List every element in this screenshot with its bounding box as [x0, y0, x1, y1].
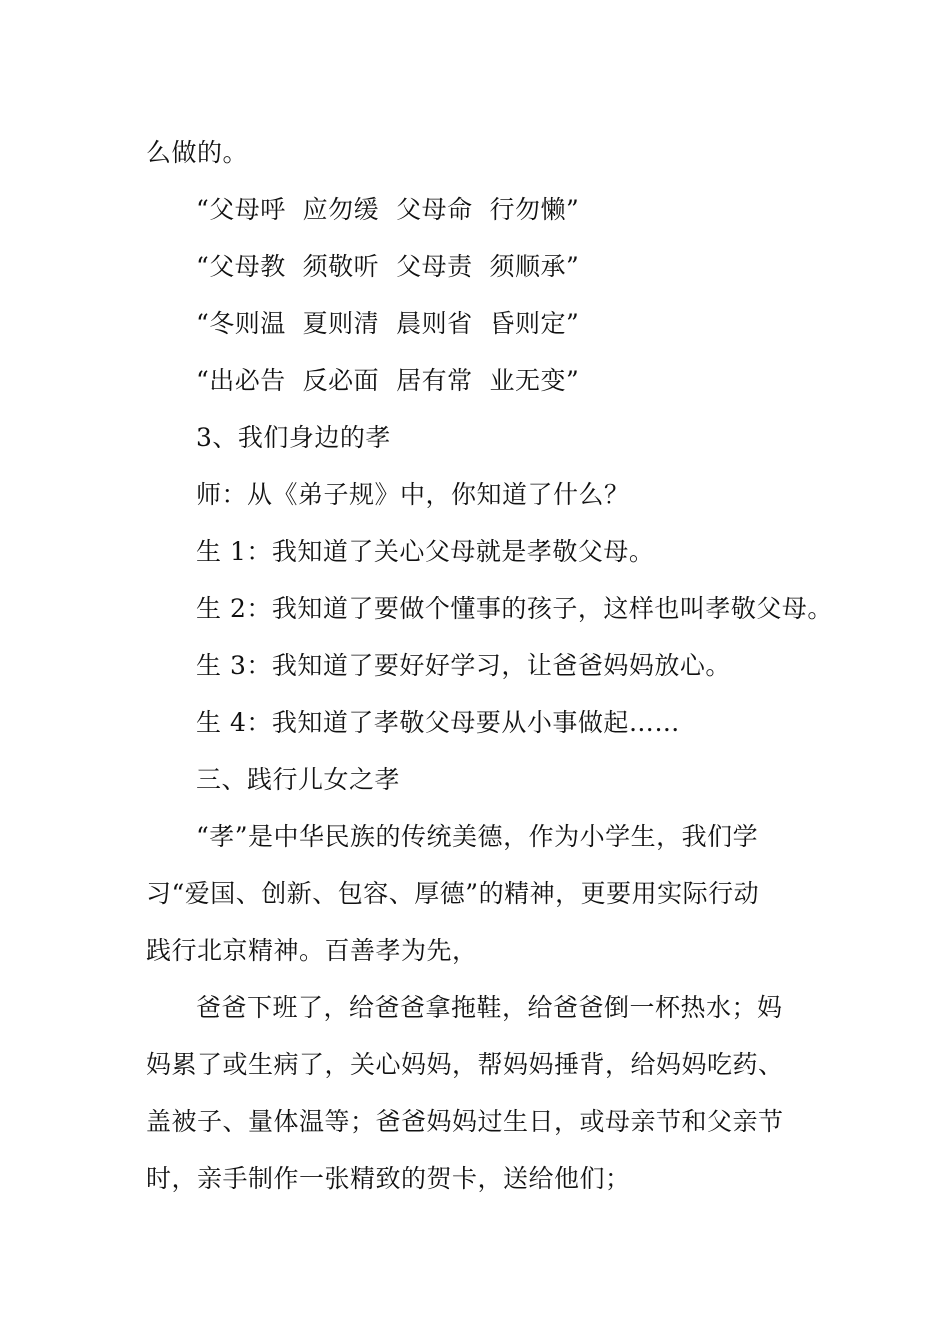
section-heading: 3、我们身边的孝: [196, 423, 391, 452]
verse-line: “父母教 须敬听 父母责 须顺承”: [196, 252, 580, 281]
dialogue-line: 生 1：我知道了关心父母就是孝敬父母。: [196, 537, 655, 566]
paragraph-line: 践行北京精神。百善孝为先，: [146, 936, 478, 965]
paragraph-line: 妈累了或生病了，关心妈妈，帮妈妈捶背，给妈妈吃药、: [146, 1050, 784, 1079]
dialogue-line: 生 3：我知道了要好好学习，让爸爸妈妈放心。: [196, 651, 731, 680]
verse-line: “出必告 反必面 居有常 业无变”: [196, 366, 580, 395]
paragraph-line: 习“爱国、创新、包容、厚德”的精神，更要用实际行动: [146, 879, 760, 908]
paragraph-line: “孝”是中华民族的传统美德，作为小学生，我们学: [196, 822, 759, 851]
paragraph-line: 爸爸下班了，给爸爸拿拖鞋，给爸爸倒一杯热水；妈: [196, 993, 783, 1022]
paragraph-line: 时，亲手制作一张精致的贺卡，送给他们；: [146, 1164, 631, 1193]
dialogue-line: 生 4：我知道了孝敬父母要从小事做起……: [196, 708, 680, 737]
dialogue-line: 师：从《弟子规》中，你知道了什么？: [196, 480, 630, 509]
verse-line: “父母呼 应勿缓 父母命 行勿懒”: [196, 195, 580, 224]
section-heading: 三、践行儿女之孝: [196, 765, 401, 794]
verse-line: “冬则温 夏则清 晨则省 昏则定”: [196, 309, 580, 338]
text-line: 么做的。: [146, 138, 249, 167]
dialogue-line: 生 2：我知道了要做个懂事的孩子，这样也叫孝敬父母。: [196, 594, 833, 623]
paragraph-line: 盖被子、量体温等；爸爸妈妈过生日，或母亲节和父亲节: [146, 1107, 784, 1136]
